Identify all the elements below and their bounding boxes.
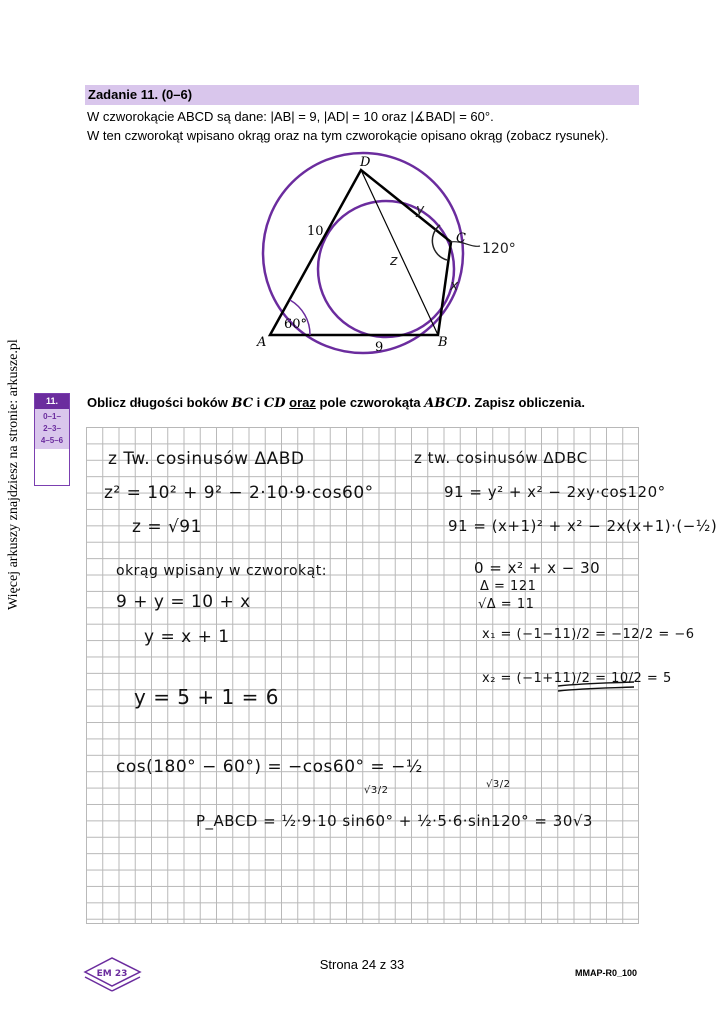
geometry-figure <box>240 150 540 360</box>
handwritten-line: P_ABCD = ½·9·10 sin60° + ½·5·6·sin120° = 30√3 <box>196 812 593 830</box>
hand-y-label: y <box>416 202 425 218</box>
diagonal-db <box>361 170 438 335</box>
score-level: 4–5–6 <box>40 436 64 445</box>
handwritten-line: √Δ = 11 <box>478 597 535 612</box>
handwritten-line: z Tw. cosinusów ΔABD <box>108 449 305 469</box>
side-note: Więcej arkuszy znajdziesz na stronie: arkusze.pl <box>6 339 21 610</box>
score-level: 0–1– <box>43 412 61 421</box>
score-box <box>34 393 70 486</box>
hand-z-label: z <box>390 253 398 269</box>
handwritten-note: √3/2 <box>486 779 511 790</box>
score-number: 11. <box>35 394 69 409</box>
score-levels <box>35 409 69 449</box>
question-part: . Zapisz obliczenia. <box>467 395 585 410</box>
label-d: D <box>360 155 371 170</box>
score-level: 2–3– <box>43 424 61 433</box>
handwritten-line: okrąg wpisany w czworokąt: <box>116 563 327 579</box>
question-cd: CD <box>263 396 286 411</box>
handwritten-line: 91 = y² + x² − 2xy·cos120° <box>444 483 666 501</box>
answer-underline <box>556 681 636 695</box>
svg-text:EM 23: EM 23 <box>96 969 128 979</box>
handwritten-line: x₁ = (−1−11)/2 = −12/2 = −6 <box>482 627 695 642</box>
handwritten-line: z tw. cosinusów ΔDBC <box>414 449 588 467</box>
handwritten-line: 91 = (x+1)² + x² − 2x(x+1)·(−½) <box>448 517 718 535</box>
quadrilateral-abcd <box>270 170 451 335</box>
question-text <box>87 395 585 411</box>
label-c: C <box>456 231 466 246</box>
handwritten-line: z² = 10² + 9² − 2·10·9·cos60° <box>104 483 374 503</box>
angle-a-label: 60° <box>284 317 308 332</box>
angle-c-arc <box>432 225 447 260</box>
hand-angle-c-label: 120° <box>482 241 516 257</box>
handwritten-line: Δ = 121 <box>480 579 537 594</box>
task-statement: W czworokącie ABCD są dane: |AB| = 9, |AD| = 10 oraz |∡BAD| = 60°. <box>87 109 494 124</box>
question-part: Oblicz długości boków <box>87 395 232 410</box>
task-title: Zadanie 11. (0–6) <box>88 87 193 102</box>
task-header <box>85 85 639 105</box>
label-a: A <box>257 335 267 350</box>
handwritten-line: 0 = x² + x − 30 <box>474 559 601 577</box>
exam-code: MMAP-R0_100 <box>575 968 638 978</box>
handwritten-line: x₂ = (−1+11)/2 = 10/2 = 5 <box>482 671 672 686</box>
label-b: B <box>438 335 448 350</box>
handwritten-note: √3/2 <box>364 785 389 796</box>
side-ad-label: 10 <box>307 224 324 239</box>
answer-grid <box>86 427 718 924</box>
handwritten-line: cos(180° − 60°) = −cos60° = −½ <box>116 757 423 777</box>
question-oraz: oraz <box>289 395 316 410</box>
question-abcd: ABCD <box>424 396 468 411</box>
handwritten-line: y = x + 1 <box>144 627 230 647</box>
page-number: Strona 24 z 33 <box>319 957 405 972</box>
task-description: W ten czworokąt wpisano okrąg oraz na tym czworokącie opisano okrąg (zobacz rysunek). <box>87 128 609 143</box>
side-ab-label: 9 <box>375 340 384 355</box>
handwritten-line: y = 5 + 1 = 6 <box>134 685 279 709</box>
question-part: pole czworokąta <box>315 395 425 410</box>
question-part: i <box>253 395 264 410</box>
handwritten-line: 9 + y = 10 + x <box>116 592 251 612</box>
handwritten-line: z = √91 <box>132 517 202 537</box>
inscribed-circle <box>318 201 454 337</box>
question-bc: BC <box>231 396 254 411</box>
hand-x-label: x <box>450 278 459 294</box>
